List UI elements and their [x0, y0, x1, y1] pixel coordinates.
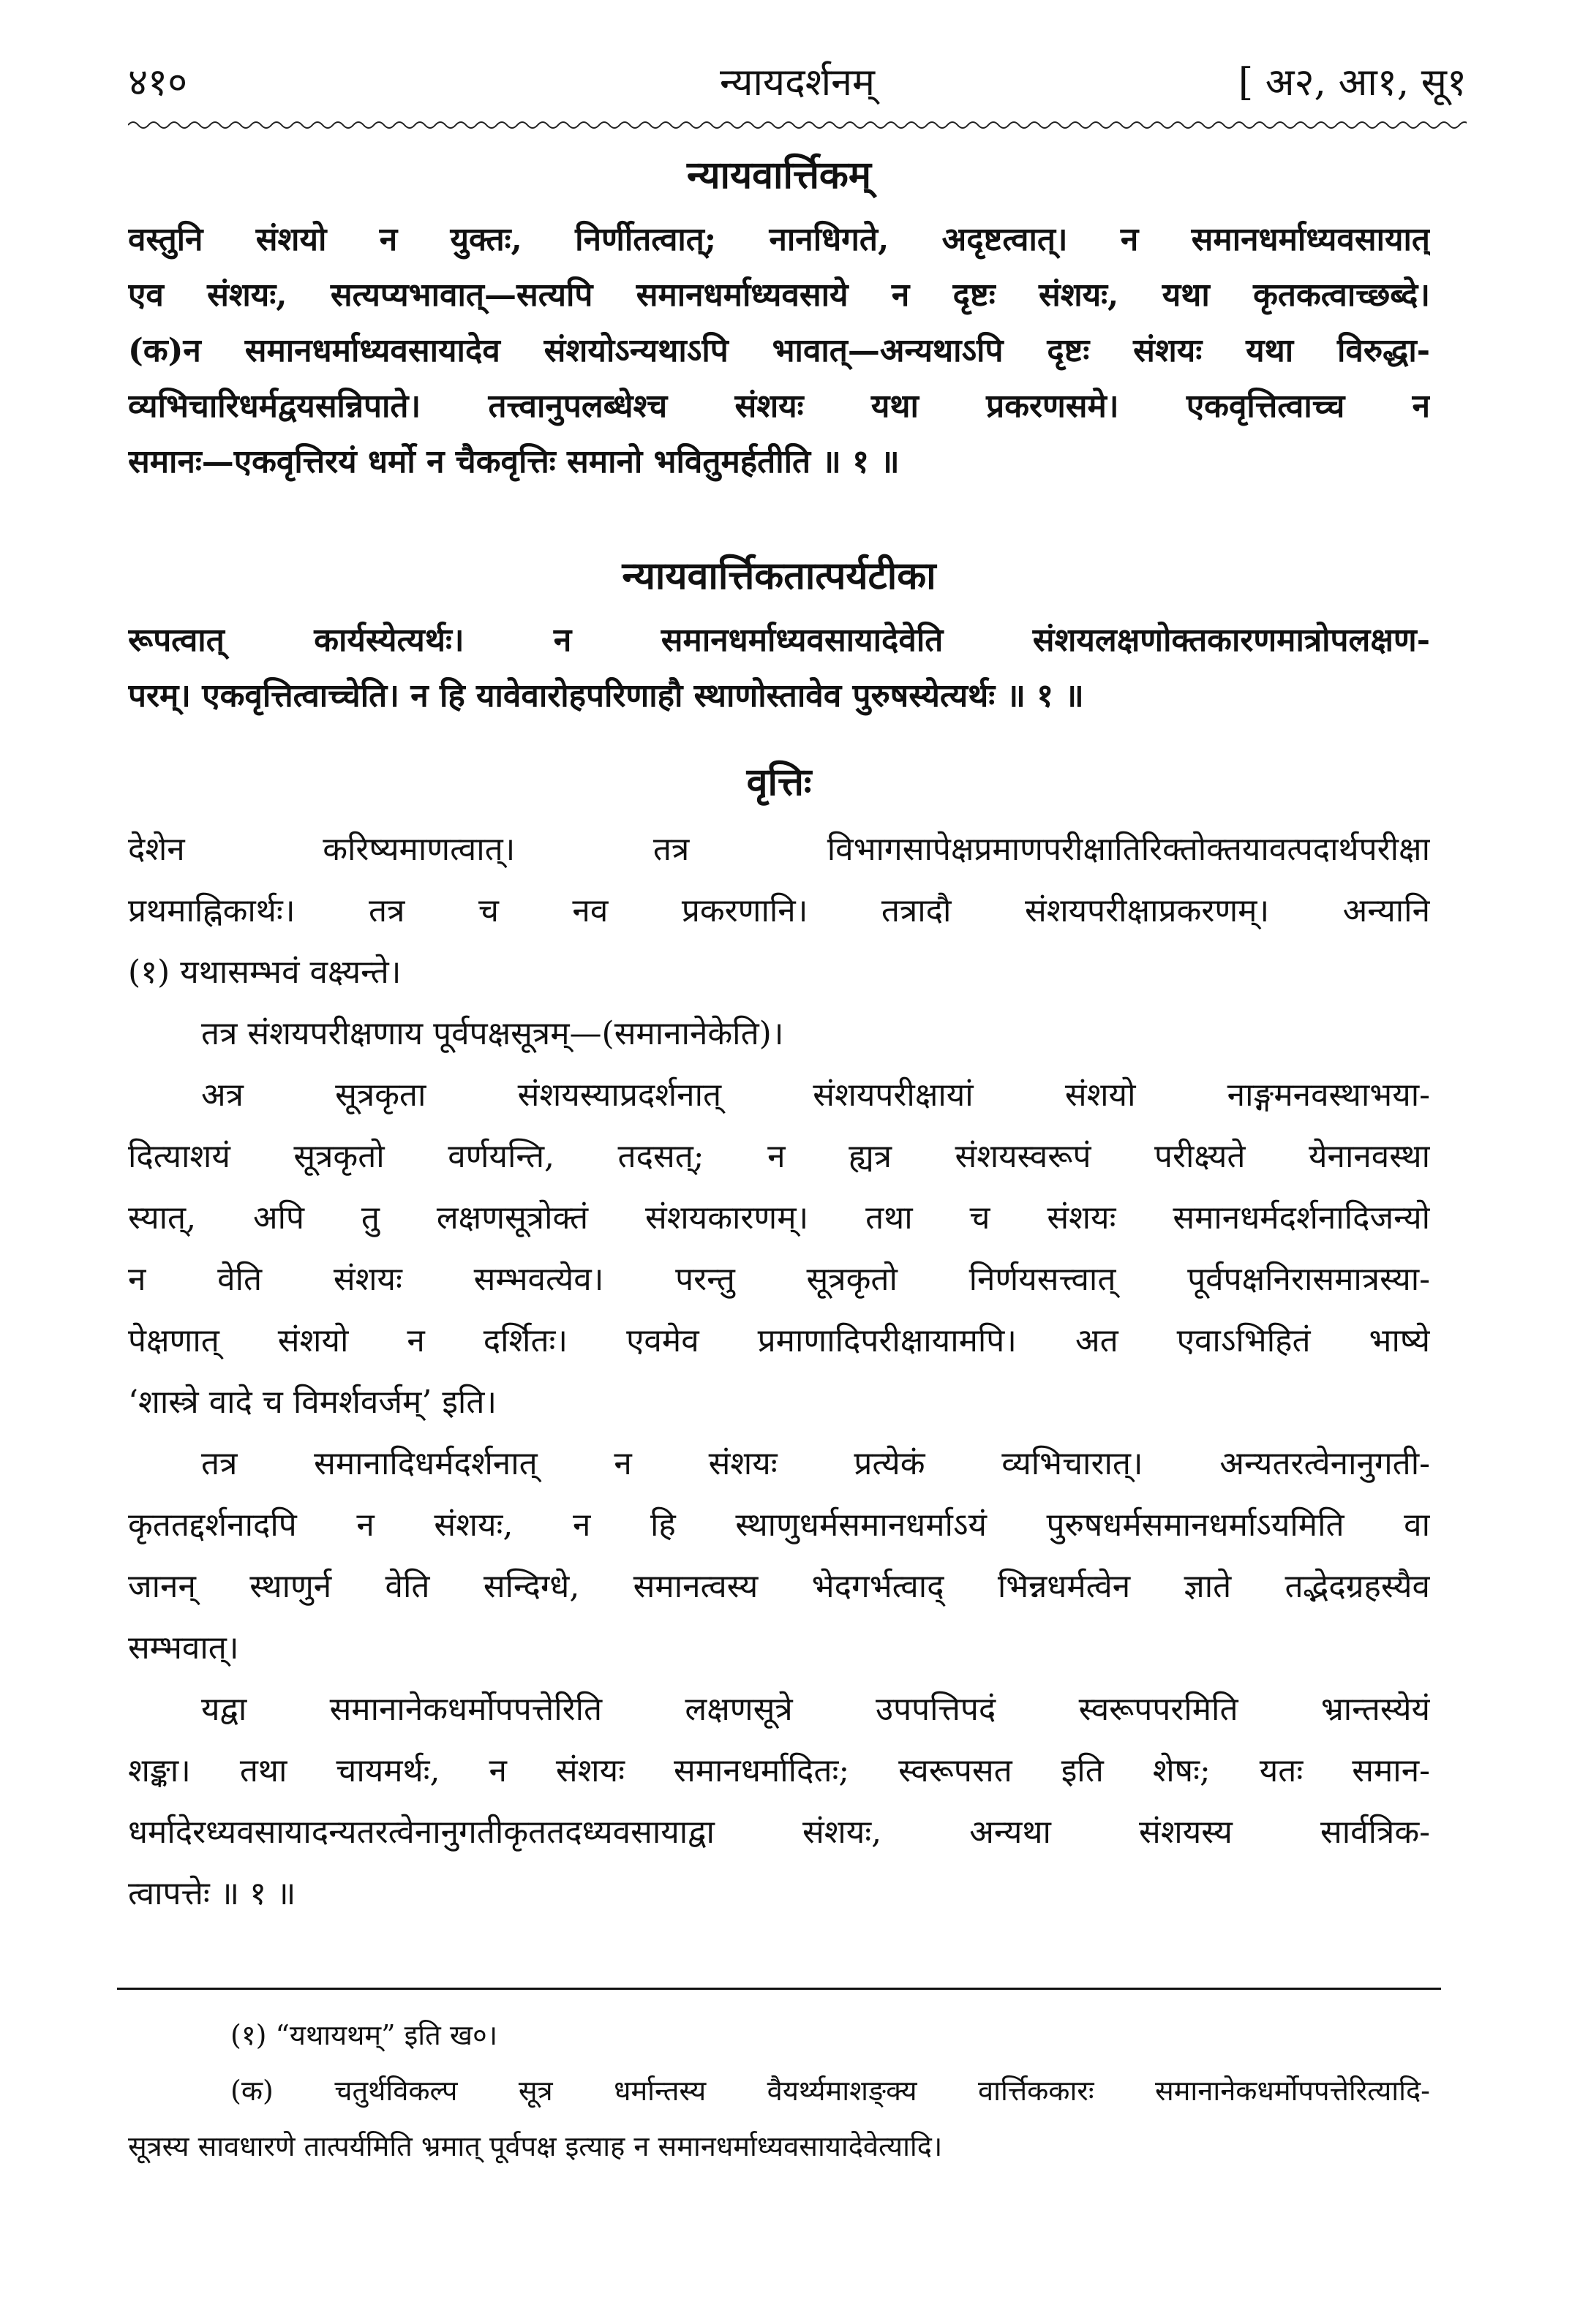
vartika-text	[128, 212, 1430, 490]
text-line: त्वापत्तेः ॥ १ ॥	[128, 1875, 296, 1912]
text-line: वस्तुनि संशयो न युक्तः, निर्णीतत्वात्; नानधिगते, अदृष्टत्वात्। न समानधर्माध्यवसायात्	[128, 221, 1430, 258]
text-line: तत्र संशयपरीक्षणाय पूर्वपक्षसूत्रम्—(समानानेकेति)।	[201, 1015, 784, 1052]
text-line: अत्र सूत्रकृता संशयस्याप्रदर्शनात् संशयपरीक्षायां संशयो नाङ्गमनवस्थाभया-	[201, 1076, 1430, 1114]
text-line: यद्वा समानानेकधर्मोपपत्तेरिति लक्षणसूत्रे उपपत्तिपदं स्वरूपपरमिति भ्रान्तस्येयं	[201, 1691, 1430, 1728]
page-number: ४१०	[128, 61, 188, 105]
text-line: समानः—एकवृत्तिरयं धर्मो न चैकवृत्तिः समानो भवितुमर्हतीति ॥ १ ॥	[128, 443, 900, 480]
footnote-ka-continued: सूत्रस्य सावधारणे तात्पर्यमिति भ्रमात् पूर्वपक्ष इत्याह न समानधर्माध्यवसायादेवेत्यादि।	[128, 2130, 943, 2162]
running-title: न्यायदर्शनम्	[719, 61, 876, 105]
text-line: स्यात्, अपि तु लक्षणसूत्रोक्तं संशयकारणम्। तथा च संशयः समानधर्मदर्शनादिजन्यो	[128, 1199, 1430, 1237]
text-line: (क)न समानधर्माध्यवसायादेव संशयोऽन्यथाऽपि भावात्—अन्यथाऽपि दृष्टः संशयः यथा विरुद्धा-	[128, 332, 1430, 369]
tatparya-heading: न्यायवार्त्तिकतात्पर्यटीका	[622, 554, 936, 598]
text-line: शङ्का। तथा चायमर्थः, न संशयः समानधर्मादितः; स्वरूपसत इति शेषः; यतः समान-	[128, 1752, 1430, 1789]
text-line: न वेति संशयः सम्भवत्येव। परन्तु सूत्रकृतो निर्णयसत्त्वात् पूर्वपक्षनिरासमात्रस्या-	[128, 1261, 1430, 1298]
text-line: धर्मादेरध्यवसायादन्यतरत्वेनानुगतीकृततदध्यवसायाद्वा संशयः, अन्यथा संशयस्य सार्वत्रिक-	[128, 1814, 1430, 1851]
wavy-divider	[128, 117, 1467, 133]
vartika-heading: न्यायवार्त्तिकम्	[687, 153, 871, 197]
text-line: जानन् स्थाणुर्न वेति सन्दिग्धे, समानत्वस्य भेदगर्भत्वाद् भिन्नधर्मत्वेन ज्ञाते तद्भेदग्रहस्यैव	[128, 1568, 1430, 1605]
text-line: दित्याशयं सूत्रकृतो वर्णयन्ति, तदसत्; न ह्यत्र संशयस्वरूपं परीक्ष्यते येनानवस्था	[128, 1138, 1430, 1175]
vritti-text	[128, 819, 1430, 1925]
text-line: परम्। एकवृत्तित्वाच्चेति। न हि यावेवारोहपरिणाहौ स्थाणोस्तावेव पुरुषस्येत्यर्थः ॥ १ ॥	[128, 677, 1084, 714]
text-line: सम्भवात्।	[128, 1629, 239, 1667]
text-line: रूपत्वात् कार्यस्येत्यर्थः। न समानधर्माध्यवसायादेवेति संशयलक्षणोक्तकारणमात्रोपलक्षण-	[128, 622, 1430, 659]
text-line: (१) यथासम्भवं वक्ष्यन्ते।	[128, 954, 402, 991]
text-line: कृततद्दर्शनादपि न संशयः, न हि स्थाणुधर्मसमानधर्माऽयं पुरुषधर्मसमानधर्माऽयमिति वा	[128, 1506, 1430, 1544]
text-line: प्रथमाह्निकार्थः। तत्र च नव प्रकरणानि। तत्रादौ संशयपरीक्षाप्रकरणम्। अन्यानि	[128, 892, 1430, 929]
footnote-rule	[117, 1988, 1441, 1990]
vritti-heading: वृत्तिः	[746, 760, 812, 804]
footnote-1: (१) “यथायथम्” इति ख०।	[230, 2019, 498, 2051]
text-line: तत्र समानादिधर्मदर्शनात् न संशयः प्रत्येकं व्यभिचारात्। अन्यतरत्वेनानुगती-	[201, 1445, 1430, 1482]
text-line: पेक्षणात् संशयो न दर्शितः। एवमेव प्रमाणादिपरीक्षायामपि। अत एवाऽभिहितं भाष्ये	[128, 1322, 1430, 1359]
footnotes	[128, 2007, 1430, 2174]
tatparya-text	[128, 613, 1430, 724]
text-line: देशेन करिष्यमाणत्वात्। तत्र विभागसापेक्षप्रमाणपरीक्षातिरिक्तोक्तयावत्पदार्थपरीक्षा	[128, 831, 1430, 868]
text-line: एव संशयः, सत्यप्यभावात्—सत्यपि समानधर्माध्यवसाये न दृष्टः संशयः, यथा कृतकत्वाच्छब्दे।	[128, 276, 1430, 314]
running-header	[128, 50, 1467, 116]
text-line: ‘शास्त्रे वादे च विमर्शवर्जम्’ इति।	[128, 1384, 497, 1421]
text-line: व्यभिचारिधर्मद्वयसन्निपाते। तत्त्वानुपलब्धेश्च संशयः यथा प्रकरणसमे। एकवृत्तित्वाच्च न	[128, 388, 1430, 425]
chapter-reference: [ अ२, आ१, सू१	[1238, 61, 1467, 105]
footnote-ka: (क) चतुर्थविकल्प सूत्र धर्मान्तस्य वैयर्थ्यमाशङ्क्य वार्त्तिककारः समानानेकधर्मोपपत्तेरित्यादि-	[230, 2075, 1430, 2107]
